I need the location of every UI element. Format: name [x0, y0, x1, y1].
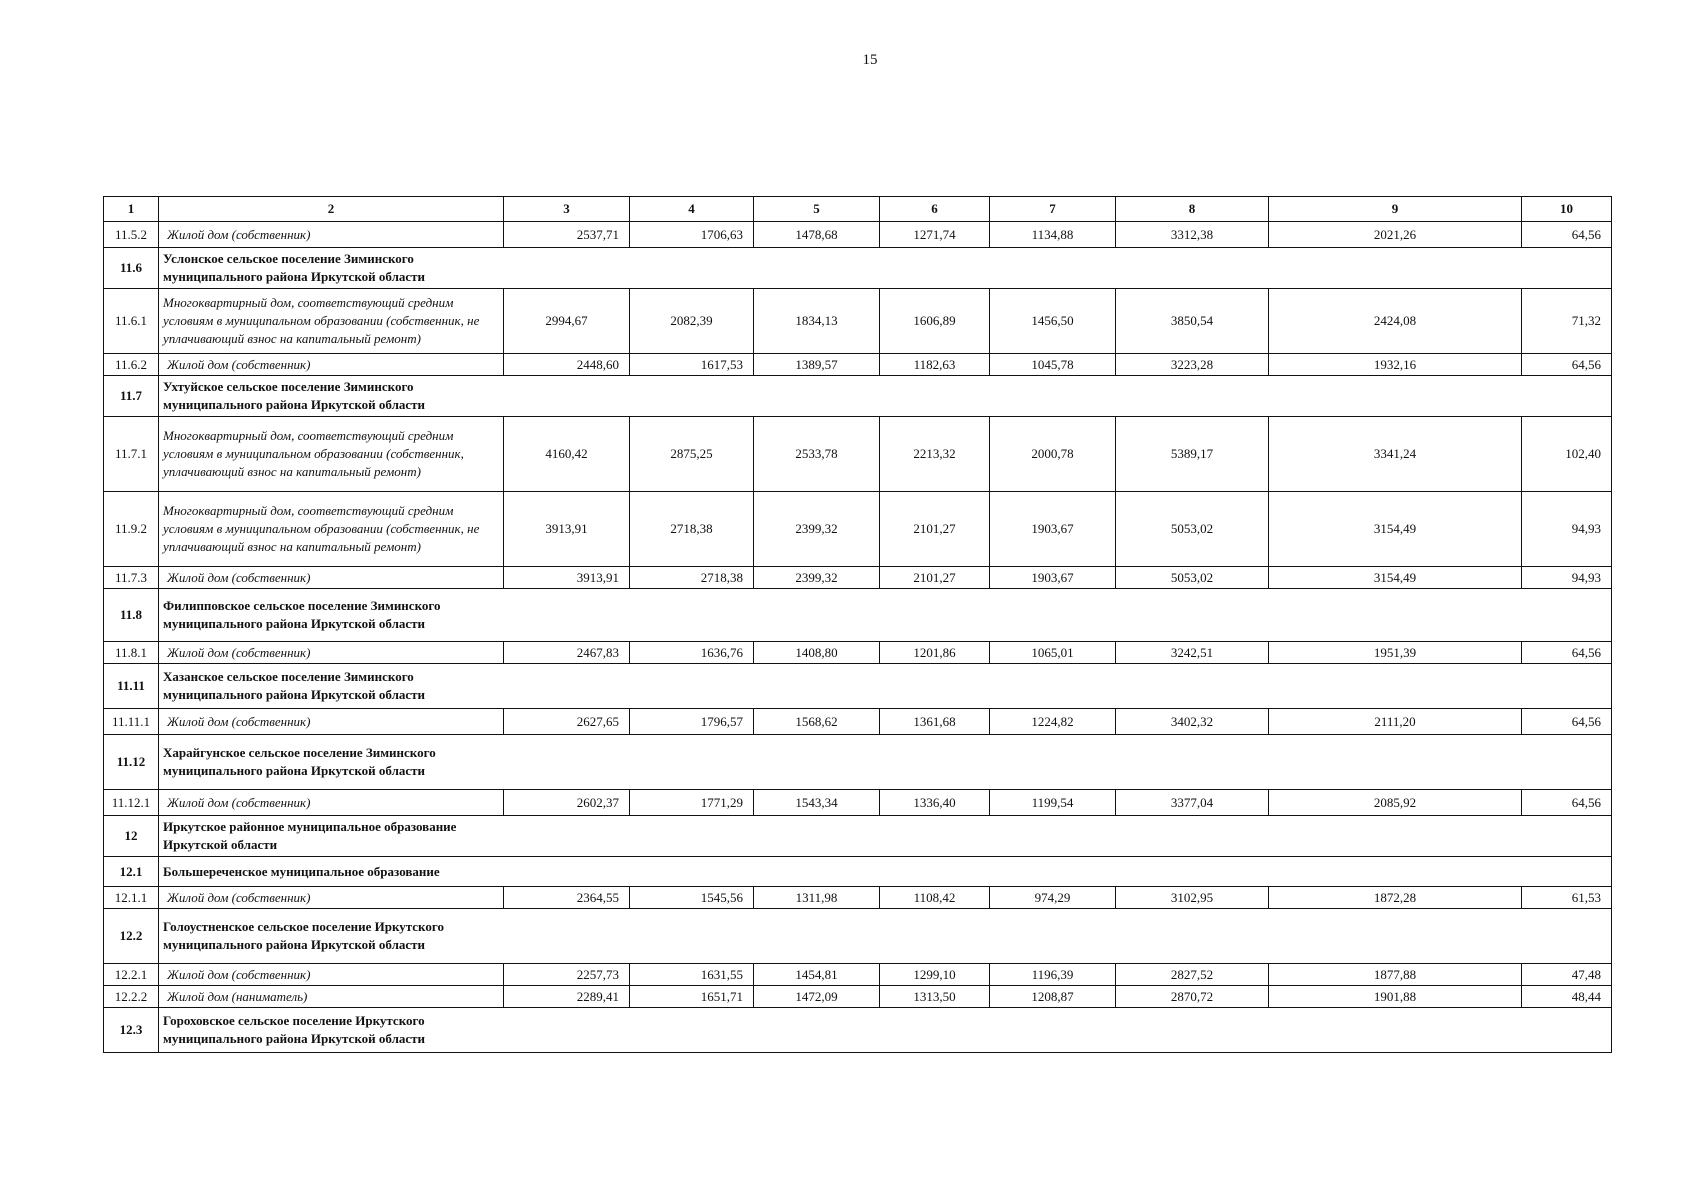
- value-cell: 5053,02: [1116, 492, 1269, 567]
- row-description: Жилой дом (наниматель): [159, 986, 504, 1008]
- tariff-table: [103, 196, 1612, 1053]
- value-cell: 2994,67: [504, 289, 630, 354]
- value-cell: 3402,32: [1116, 709, 1269, 735]
- value-cell: 2602,37: [504, 790, 630, 816]
- value-cell: 1543,34: [754, 790, 880, 816]
- value-cell: 1134,88: [990, 222, 1116, 248]
- column-header: 9: [1269, 197, 1522, 222]
- group-title: [159, 816, 1612, 857]
- value-cell: 2257,73: [504, 964, 630, 986]
- group-code: 12.2: [104, 909, 159, 964]
- value-cell: 2111,20: [1269, 709, 1522, 735]
- group-code: 12.3: [104, 1008, 159, 1053]
- group-code: 11.8: [104, 589, 159, 642]
- group-code: 12: [104, 816, 159, 857]
- value-cell: 1361,68: [880, 709, 990, 735]
- value-cell: 2399,32: [754, 567, 880, 589]
- value-cell: 2101,27: [880, 492, 990, 567]
- value-cell: 102,40: [1522, 417, 1612, 492]
- value-cell: 1932,16: [1269, 354, 1522, 376]
- row-code: 11.12.1: [104, 790, 159, 816]
- group-title: [159, 664, 1612, 709]
- value-cell: 1545,56: [630, 887, 754, 909]
- value-cell: 48,44: [1522, 986, 1612, 1008]
- row-code: 11.8.1: [104, 642, 159, 664]
- value-cell: 1311,98: [754, 887, 880, 909]
- row-code: 12.2.2: [104, 986, 159, 1008]
- group-row: [104, 664, 1612, 709]
- value-cell: 1903,67: [990, 492, 1116, 567]
- value-cell: 3850,54: [1116, 289, 1269, 354]
- value-cell: 1877,88: [1269, 964, 1522, 986]
- group-title-text: Услонское сельское поселение Зиминского муниципального района Иркутской области: [163, 251, 426, 284]
- value-cell: 2718,38: [630, 492, 754, 567]
- value-cell: 3102,95: [1116, 887, 1269, 909]
- group-title: [159, 1008, 1612, 1053]
- group-title: [159, 589, 1612, 642]
- value-cell: 64,56: [1522, 642, 1612, 664]
- value-cell: 1472,09: [754, 986, 880, 1008]
- value-cell: 2399,32: [754, 492, 880, 567]
- group-row: [104, 735, 1612, 790]
- column-header: 6: [880, 197, 990, 222]
- value-cell: 1224,82: [990, 709, 1116, 735]
- value-cell: 1617,53: [630, 354, 754, 376]
- table-row: [104, 417, 1612, 492]
- group-row: [104, 589, 1612, 642]
- row-description: Жилой дом (собственник): [159, 887, 504, 909]
- group-title-text: Харайгунское сельское поселение Зиминского муниципального района Иркутской области: [163, 745, 436, 778]
- table-row: [104, 642, 1612, 664]
- value-cell: 2021,26: [1269, 222, 1522, 248]
- value-cell: 2467,83: [504, 642, 630, 664]
- row-code: 11.7.3: [104, 567, 159, 589]
- row-code: 11.6.1: [104, 289, 159, 354]
- value-cell: 71,32: [1522, 289, 1612, 354]
- value-cell: 1456,50: [990, 289, 1116, 354]
- value-cell: 3913,91: [504, 567, 630, 589]
- table-row: [104, 709, 1612, 735]
- value-cell: 1796,57: [630, 709, 754, 735]
- group-row: [104, 857, 1612, 887]
- table-row: [104, 354, 1612, 376]
- value-cell: 1631,55: [630, 964, 754, 986]
- group-title: [159, 909, 1612, 964]
- value-cell: 94,93: [1522, 567, 1612, 589]
- group-title: Большереченское муниципальное образование: [159, 857, 1612, 887]
- value-cell: 1199,54: [990, 790, 1116, 816]
- value-cell: 64,56: [1522, 354, 1612, 376]
- row-description: Жилой дом (собственник): [159, 567, 504, 589]
- group-row: [104, 816, 1612, 857]
- value-cell: 3242,51: [1116, 642, 1269, 664]
- row-code: 12.1.1: [104, 887, 159, 909]
- group-title-text: Гороховское сельское поселение Иркутского муниципального района Иркутской области: [163, 1013, 426, 1046]
- table-row: [104, 790, 1612, 816]
- value-cell: 64,56: [1522, 222, 1612, 248]
- value-cell: 1299,10: [880, 964, 990, 986]
- group-row: [104, 1008, 1612, 1053]
- group-title-text: Голоустненское сельское поселение Иркутского муниципального района Иркутской области: [163, 919, 444, 952]
- column-header: 4: [630, 197, 754, 222]
- value-cell: 1313,50: [880, 986, 990, 1008]
- value-cell: 1901,88: [1269, 986, 1522, 1008]
- value-cell: 3223,28: [1116, 354, 1269, 376]
- value-cell: 2448,60: [504, 354, 630, 376]
- value-cell: 1872,28: [1269, 887, 1522, 909]
- value-cell: 3341,24: [1269, 417, 1522, 492]
- value-cell: 2085,92: [1269, 790, 1522, 816]
- value-cell: 1834,13: [754, 289, 880, 354]
- value-cell: 1651,71: [630, 986, 754, 1008]
- value-cell: 2537,71: [504, 222, 630, 248]
- value-cell: 2533,78: [754, 417, 880, 492]
- row-code: 11.5.2: [104, 222, 159, 248]
- value-cell: 1706,63: [630, 222, 754, 248]
- value-cell: 2000,78: [990, 417, 1116, 492]
- group-code: 12.1: [104, 857, 159, 887]
- column-header: 10: [1522, 197, 1612, 222]
- row-code: 11.11.1: [104, 709, 159, 735]
- group-code: 11.11: [104, 664, 159, 709]
- value-cell: 5389,17: [1116, 417, 1269, 492]
- group-title: [159, 248, 1612, 289]
- value-cell: 2082,39: [630, 289, 754, 354]
- value-cell: 5053,02: [1116, 567, 1269, 589]
- value-cell: 2424,08: [1269, 289, 1522, 354]
- value-cell: 2827,52: [1116, 964, 1269, 986]
- value-cell: 4160,42: [504, 417, 630, 492]
- row-code: 11.9.2: [104, 492, 159, 567]
- row-code: 12.2.1: [104, 964, 159, 986]
- value-cell: 1108,42: [880, 887, 990, 909]
- group-title-text: Иркутское районное муниципальное образование Иркутской области: [163, 819, 457, 852]
- value-cell: 1271,74: [880, 222, 990, 248]
- group-code: 11.7: [104, 376, 159, 417]
- value-cell: 1478,68: [754, 222, 880, 248]
- row-description: Жилой дом (собственник): [159, 790, 504, 816]
- value-cell: 61,53: [1522, 887, 1612, 909]
- table-row: [104, 887, 1612, 909]
- group-title-text: Хазанское сельское поселение Зиминского муниципального района Иркутской области: [163, 669, 426, 702]
- group-row: [104, 248, 1612, 289]
- value-cell: 2101,27: [880, 567, 990, 589]
- table-row: [104, 567, 1612, 589]
- value-cell: 1951,39: [1269, 642, 1522, 664]
- value-cell: 64,56: [1522, 790, 1612, 816]
- value-cell: 3154,49: [1269, 567, 1522, 589]
- row-code: 11.7.1: [104, 417, 159, 492]
- table-row: [104, 964, 1612, 986]
- page-number: 15: [862, 52, 878, 68]
- value-cell: 1454,81: [754, 964, 880, 986]
- value-cell: 1903,67: [990, 567, 1116, 589]
- value-cell: 1182,63: [880, 354, 990, 376]
- row-description: Многоквартирный дом, соответствующий средним условиям в муниципальном образовании (собственник, уплачивающий взнос на капитальный ремонт): [159, 417, 504, 492]
- value-cell: 974,29: [990, 887, 1116, 909]
- row-description: Жилой дом (собственник): [159, 642, 504, 664]
- group-title: [159, 735, 1612, 790]
- value-cell: 3377,04: [1116, 790, 1269, 816]
- group-row: [104, 376, 1612, 417]
- value-cell: 1606,89: [880, 289, 990, 354]
- column-header: 2: [159, 197, 504, 222]
- value-cell: 3913,91: [504, 492, 630, 567]
- value-cell: 1636,76: [630, 642, 754, 664]
- value-cell: 2289,41: [504, 986, 630, 1008]
- group-title-text: Филипповское сельское поселение Зиминского муниципального района Иркутской области: [163, 598, 441, 631]
- value-cell: 1771,29: [630, 790, 754, 816]
- value-cell: 1389,57: [754, 354, 880, 376]
- value-cell: 94,93: [1522, 492, 1612, 567]
- group-row: [104, 909, 1612, 964]
- table-row: [104, 492, 1612, 567]
- value-cell: 2627,65: [504, 709, 630, 735]
- column-header: 5: [754, 197, 880, 222]
- value-cell: 64,56: [1522, 709, 1612, 735]
- table-row: [104, 986, 1612, 1008]
- value-cell: 47,48: [1522, 964, 1612, 986]
- row-description: Многоквартирный дом, соответствующий средним условиям в муниципальном образовании (собственник, не уплачивающий взнос на капитальный ремонт): [159, 289, 504, 354]
- row-description: Жилой дом (собственник): [159, 709, 504, 735]
- value-cell: 1568,62: [754, 709, 880, 735]
- group-code: 11.6: [104, 248, 159, 289]
- value-cell: 1201,86: [880, 642, 990, 664]
- row-description: Жилой дом (собственник): [159, 222, 504, 248]
- column-header: 7: [990, 197, 1116, 222]
- value-cell: 1208,87: [990, 986, 1116, 1008]
- column-header: 1: [104, 197, 159, 222]
- value-cell: 2364,55: [504, 887, 630, 909]
- value-cell: 1065,01: [990, 642, 1116, 664]
- table-row: [104, 222, 1612, 248]
- value-cell: 2718,38: [630, 567, 754, 589]
- table-row: [104, 289, 1612, 354]
- row-description: Жилой дом (собственник): [159, 354, 504, 376]
- row-description: Многоквартирный дом, соответствующий средним условиям в муниципальном образовании (собственник, не уплачивающий взнос на капитальный ремонт): [159, 492, 504, 567]
- group-title: [159, 376, 1612, 417]
- row-code: 11.6.2: [104, 354, 159, 376]
- value-cell: 1408,80: [754, 642, 880, 664]
- value-cell: 2213,32: [880, 417, 990, 492]
- column-header: 8: [1116, 197, 1269, 222]
- group-title-text: Ухтуйское сельское поселение Зиминского муниципального района Иркутской области: [163, 379, 426, 412]
- value-cell: 1336,40: [880, 790, 990, 816]
- value-cell: 3312,38: [1116, 222, 1269, 248]
- value-cell: 1196,39: [990, 964, 1116, 986]
- value-cell: 2875,25: [630, 417, 754, 492]
- column-header: 3: [504, 197, 630, 222]
- value-cell: 1045,78: [990, 354, 1116, 376]
- table-header-row: [104, 197, 1612, 222]
- value-cell: 3154,49: [1269, 492, 1522, 567]
- group-code: 11.12: [104, 735, 159, 790]
- value-cell: 2870,72: [1116, 986, 1269, 1008]
- row-description: Жилой дом (собственник): [159, 964, 504, 986]
